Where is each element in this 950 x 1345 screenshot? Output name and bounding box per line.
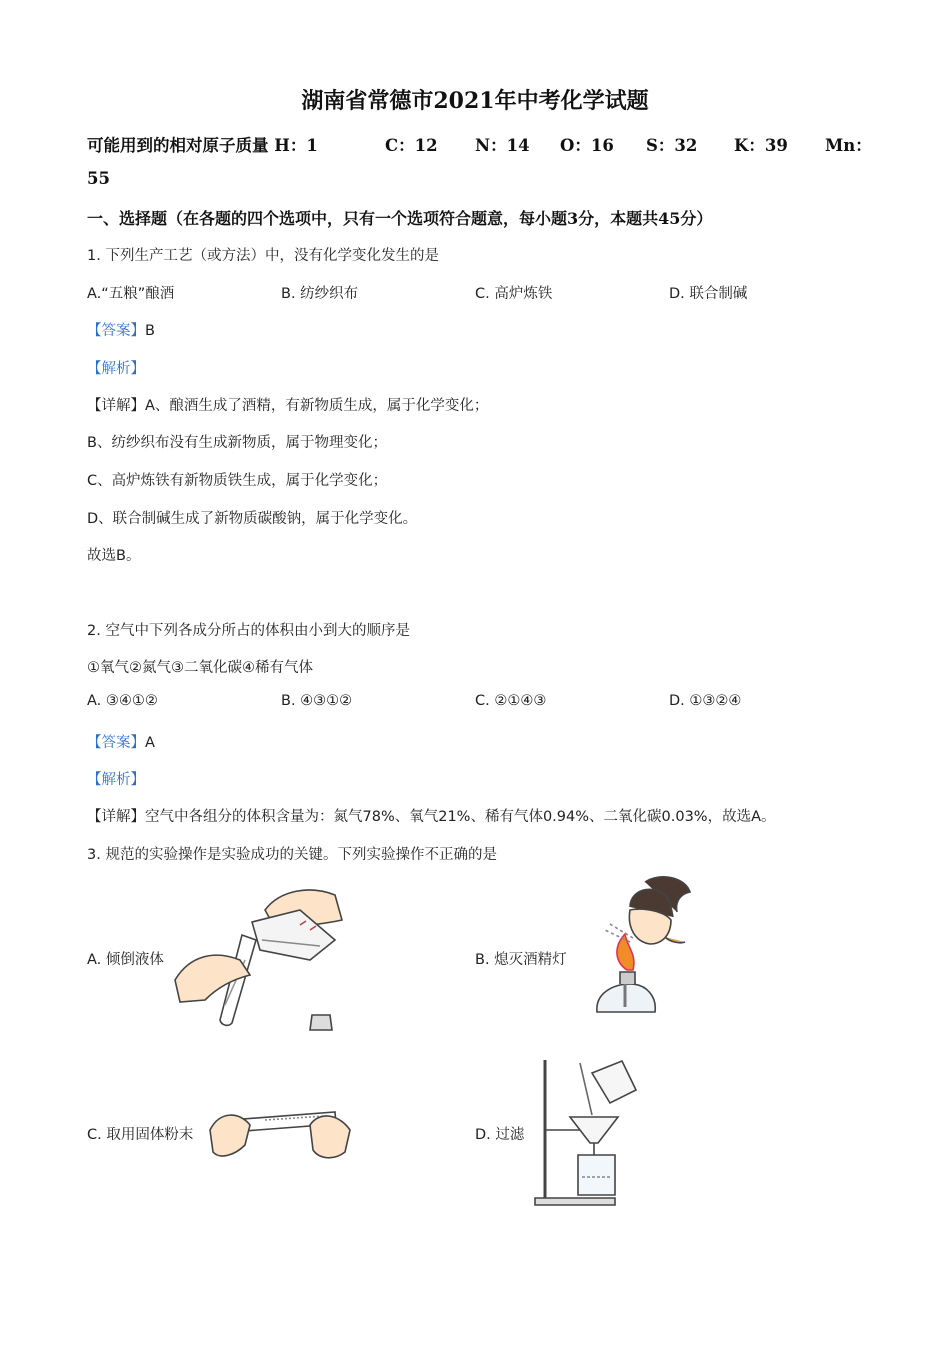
q2-option-c: C. ②①④③ bbox=[475, 693, 547, 709]
q1-option-a: A.“五粮”酿酒 bbox=[87, 286, 175, 302]
q2-analysis-tag: 【解析】 bbox=[87, 772, 145, 788]
atomic-mass-label: 可能用到的相对原子质量 H：1 bbox=[87, 136, 318, 155]
q2-stem: 2. 空气中下列各成分所占的体积由小到大的顺序是 bbox=[87, 623, 410, 639]
q1-analysis-tag: 【解析】 bbox=[87, 361, 145, 377]
page-title: 湖南省常德市2021年中考化学试题 bbox=[301, 88, 649, 114]
q1-detail-line: B、纺纱织布没有生成新物质，属于物理变化； bbox=[87, 435, 387, 451]
atomic-mass-c: C：12 bbox=[385, 136, 438, 155]
atomic-mass-o: O：16 bbox=[560, 136, 614, 155]
q1-conclusion: 故选B。 bbox=[87, 548, 141, 564]
q1-option-c: C. 高炉炼铁 bbox=[475, 286, 553, 302]
q2-option-b: B. ④③①② bbox=[281, 693, 353, 709]
q3-option-b: B. 熄灭酒精灯 bbox=[475, 952, 567, 968]
q2-detail: 【详解】空气中各组分的体积含量为：氮气78%、氧气21%、稀有气体0.94%、二氧化碳0.03%，故选A。 bbox=[87, 809, 776, 825]
q3-option-c: C. 取用固体粉末 bbox=[87, 1127, 194, 1143]
q1-stem: 1. 下列生产工艺（或方法）中，没有化学变化发生的是 bbox=[87, 248, 439, 264]
q3-stem: 3. 规范的实验操作是实验成功的关键。下列实验操作不正确的是 bbox=[87, 847, 497, 863]
q2-option-d: D. ①③②④ bbox=[669, 693, 742, 709]
q2-option-a: A. ③④①② bbox=[87, 693, 158, 709]
q3-option-d: D. 过滤 bbox=[475, 1127, 525, 1143]
q3-option-a: A. 倾倒液体 bbox=[87, 952, 164, 968]
taking-powder-illustration bbox=[205, 1090, 355, 1170]
section-heading: 一、选择题（在各题的四个选项中，只有一个选项符合题意，每小题3分，本题共45分） bbox=[87, 209, 713, 228]
q2-answer: 【答案】A bbox=[87, 735, 155, 751]
q1-detail-line: C、高炉炼铁有新物质铁生成，属于化学变化； bbox=[87, 473, 388, 489]
atomic-mass-n: N：14 bbox=[475, 136, 530, 155]
q1-option-d: D. 联合制碱 bbox=[669, 286, 748, 302]
q1-detail-line: D、联合制碱生成了新物质碳酸钠，属于化学变化。 bbox=[87, 511, 418, 527]
q1-detail-line: 【详解】A、酿酒生成了酒精，有新物质生成，属于化学变化； bbox=[87, 398, 489, 414]
q2-sub: ①氧气②氮气③二氧化碳④稀有气体 bbox=[87, 660, 313, 676]
filtration-illustration bbox=[530, 1055, 640, 1210]
atomic-mass-k: K：39 bbox=[734, 136, 788, 155]
q1-option-b: B. 纺纱织布 bbox=[281, 286, 359, 302]
atomic-mass-s: S：32 bbox=[646, 136, 698, 155]
q1-answer: 【答案】B bbox=[87, 323, 155, 339]
blowing-lamp-illustration bbox=[585, 872, 705, 1037]
pouring-liquid-illustration bbox=[170, 880, 350, 1040]
atomic-mass-mn: Mn： bbox=[825, 136, 872, 155]
atomic-mass-mn-value: 55 bbox=[87, 169, 110, 188]
